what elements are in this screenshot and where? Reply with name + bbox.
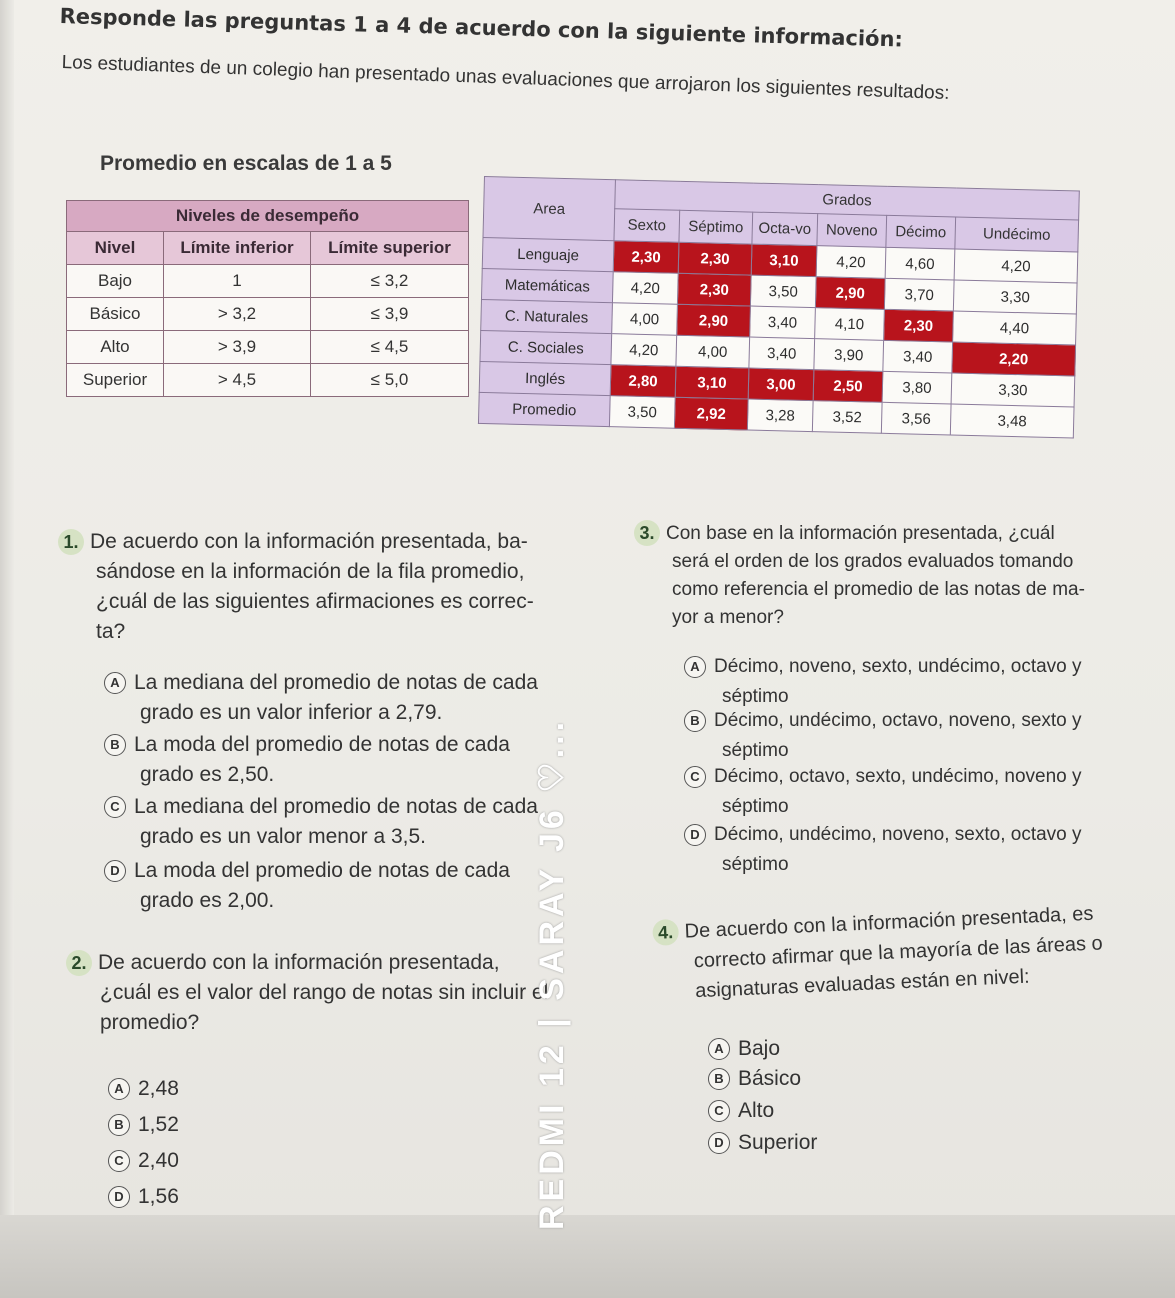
option-d[interactable] bbox=[104, 856, 510, 916]
grade-cell: 2,30 bbox=[884, 309, 954, 342]
question-text: yor a menor? bbox=[672, 607, 784, 628]
levels-header-superior: Límite superior bbox=[311, 232, 469, 265]
option-letter: C bbox=[108, 1150, 130, 1172]
grade-cell: 3,70 bbox=[884, 278, 954, 311]
grade-cell: 4,20 bbox=[816, 246, 886, 279]
question-number: 1. bbox=[58, 529, 84, 555]
option-text: séptimo bbox=[722, 740, 789, 761]
grade-cell: 3,52 bbox=[812, 401, 882, 434]
question-text: correcto afirmar que la mayoría de las áreas o bbox=[693, 932, 1104, 973]
grade-cell: 2,30 bbox=[613, 241, 679, 274]
option-text: Alto bbox=[738, 1099, 775, 1122]
option-text: 2,48 bbox=[138, 1077, 179, 1100]
option-c[interactable] bbox=[104, 792, 538, 852]
option-text: La mediana del promedio de notas de cada bbox=[134, 671, 538, 694]
option-text: séptimo bbox=[722, 686, 789, 707]
option-letter: A bbox=[104, 672, 126, 694]
level-name: Alto bbox=[67, 331, 164, 364]
option-text: La moda del promedio de notas de cada bbox=[134, 733, 510, 756]
grade-cell: 4,40 bbox=[953, 311, 1077, 345]
grade-cell: 3,28 bbox=[747, 399, 813, 432]
option-letter: A bbox=[684, 656, 706, 678]
option-text: séptimo bbox=[722, 854, 789, 875]
option-a[interactable] bbox=[108, 1074, 179, 1104]
levels-header-inferior: Límite inferior bbox=[164, 232, 311, 265]
option-text: La mediana del promedio de notas de cada bbox=[134, 795, 538, 818]
option-letter: B bbox=[108, 1114, 130, 1136]
option-letter: B bbox=[708, 1068, 730, 1090]
option-text: Básico bbox=[738, 1067, 802, 1090]
watermark-text: REDMI 12 | SARAY J6 ♡... bbox=[533, 717, 571, 1230]
grade-cell: 4,20 bbox=[954, 249, 1078, 283]
grade-cell: 2,80 bbox=[610, 365, 676, 398]
question-text: promedio? bbox=[100, 1011, 200, 1034]
question-text: De acuerdo con la información presentada, es bbox=[684, 902, 1094, 943]
grade-cell: 4,20 bbox=[612, 272, 678, 305]
table-row bbox=[67, 364, 469, 397]
option-text: grado es un valor menor a 3,5. bbox=[140, 825, 427, 848]
level-upper: ≤ 5,0 bbox=[311, 364, 469, 397]
option-b[interactable] bbox=[708, 1064, 801, 1094]
grade-header: Sexto bbox=[614, 209, 680, 243]
table-row bbox=[67, 331, 469, 364]
grade-cell: 2,90 bbox=[677, 304, 751, 337]
grade-cell: 3,00 bbox=[748, 368, 814, 401]
option-letter: D bbox=[108, 1186, 130, 1208]
option-letter: D bbox=[104, 860, 126, 882]
question-number: 3. bbox=[634, 520, 660, 546]
option-letter: A bbox=[708, 1038, 730, 1060]
page-bottom-shadow bbox=[0, 1215, 1175, 1298]
option-text: La moda del promedio de notas de cada bbox=[134, 859, 510, 882]
grade-cell: 3,40 bbox=[883, 340, 953, 373]
level-upper: ≤ 4,5 bbox=[311, 331, 469, 364]
option-text: Bajo bbox=[738, 1037, 781, 1060]
option-text: grado es 2,00. bbox=[140, 889, 275, 912]
intro-text: Los estudiantes de un colegio han presentado unas evaluaciones que arrojaron los siguientes resultados: bbox=[61, 52, 950, 104]
question-text: será el orden de los grados evaluados tomando bbox=[672, 551, 1074, 572]
option-text: grado es un valor inferior a 2,79. bbox=[140, 701, 443, 724]
option-letter: D bbox=[708, 1132, 730, 1154]
page-binding-edge bbox=[0, 0, 14, 1298]
level-upper: ≤ 3,9 bbox=[311, 298, 469, 331]
table-row bbox=[67, 298, 469, 331]
question-text: sándose en la información de la fila promedio, bbox=[96, 560, 525, 583]
question-text: De acuerdo con la información presentada, ba- bbox=[90, 530, 528, 553]
option-d[interactable] bbox=[708, 1128, 817, 1158]
question-4 bbox=[652, 898, 1105, 1008]
table-row bbox=[67, 265, 469, 298]
question-2 bbox=[66, 948, 548, 1038]
option-c[interactable] bbox=[708, 1096, 774, 1126]
area-name: C. Sociales bbox=[480, 330, 612, 364]
option-letter: C bbox=[684, 766, 706, 788]
levels-table bbox=[66, 200, 469, 397]
level-name: Superior bbox=[67, 364, 164, 397]
level-lower: 1 bbox=[164, 265, 311, 298]
level-lower: > 3,2 bbox=[164, 298, 311, 331]
question-number: 2. bbox=[66, 950, 92, 976]
question-text: como referencia el promedio de las notas de ma- bbox=[672, 579, 1085, 600]
level-lower: > 3,9 bbox=[164, 331, 311, 364]
grade-cell: 3,90 bbox=[814, 339, 884, 372]
grade-cell: 3,56 bbox=[881, 402, 951, 435]
levels-header-nivel: Nivel bbox=[67, 232, 164, 265]
level-lower: > 4,5 bbox=[164, 364, 311, 397]
grade-cell: 2,50 bbox=[813, 370, 883, 403]
grade-cell: 2,90 bbox=[815, 277, 885, 310]
question-text: Con base en la información presentada, ¿cuál bbox=[666, 523, 1055, 544]
question-text: De acuerdo con la información presentada, bbox=[98, 951, 500, 974]
option-letter: B bbox=[684, 710, 706, 732]
grade-cell: 4,00 bbox=[612, 303, 678, 336]
option-text: Superior bbox=[738, 1131, 818, 1154]
question-text: ¿cuál es el valor del rango de notas sin incluir el bbox=[100, 981, 549, 1004]
grade-cell: 3,40 bbox=[750, 306, 816, 339]
option-c[interactable] bbox=[108, 1146, 179, 1176]
option-text: 1,56 bbox=[138, 1185, 179, 1208]
area-name: Lenguaje bbox=[482, 237, 614, 271]
option-text: Décimo, undécimo, octavo, noveno, sexto y bbox=[714, 710, 1082, 731]
grade-cell: 3,50 bbox=[609, 396, 675, 429]
grade-cell: 4,60 bbox=[885, 247, 955, 280]
option-letter: C bbox=[104, 796, 126, 818]
grade-header: Séptimo bbox=[679, 210, 753, 244]
grade-cell: 3,30 bbox=[953, 280, 1077, 314]
grade-cell: 3,48 bbox=[950, 404, 1074, 438]
option-letter: B bbox=[104, 734, 126, 756]
grade-cell: 2,30 bbox=[677, 273, 751, 306]
question-text: ¿cuál de las siguientes afirmaciones es correc- bbox=[96, 590, 534, 613]
option-a[interactable] bbox=[708, 1034, 780, 1064]
option-a[interactable] bbox=[104, 668, 538, 728]
option-d[interactable] bbox=[108, 1182, 179, 1212]
grade-cell: 3,80 bbox=[882, 371, 952, 404]
question-text: ta? bbox=[96, 620, 126, 643]
grade-cell: 4,20 bbox=[611, 334, 677, 367]
grade-header: Noveno bbox=[817, 214, 887, 248]
instructions-heading: Responde las preguntas 1 a 4 de acuerdo con la siguiente información: bbox=[59, 4, 904, 52]
option-text: 1,52 bbox=[138, 1113, 179, 1136]
question-text: asignaturas evaluadas están en nivel: bbox=[694, 965, 1031, 1003]
option-b[interactable] bbox=[684, 706, 1082, 766]
grade-cell: 3,40 bbox=[749, 337, 815, 370]
option-letter: D bbox=[684, 824, 706, 846]
question-3 bbox=[634, 520, 1085, 632]
grades-header-group: Grados bbox=[615, 180, 1080, 220]
grade-header: Décimo bbox=[886, 215, 956, 249]
grade-header: Undécimo bbox=[955, 217, 1079, 252]
area-name: Matemáticas bbox=[481, 268, 613, 302]
option-b[interactable] bbox=[108, 1110, 179, 1140]
level-name: Básico bbox=[67, 298, 164, 331]
grade-cell: 4,00 bbox=[676, 335, 750, 368]
option-text: Décimo, octavo, sexto, undécimo, noveno y bbox=[714, 766, 1082, 787]
question-1 bbox=[58, 527, 534, 647]
option-text: séptimo bbox=[722, 796, 789, 817]
question-number: 4. bbox=[652, 919, 679, 946]
option-text: 2,40 bbox=[138, 1149, 179, 1172]
grade-cell: 2,20 bbox=[952, 342, 1076, 376]
option-c[interactable] bbox=[684, 762, 1082, 822]
area-name: C. Naturales bbox=[481, 299, 613, 333]
option-b[interactable] bbox=[104, 730, 510, 790]
area-name: Promedio bbox=[478, 392, 610, 426]
level-upper: ≤ 3,2 bbox=[311, 265, 469, 298]
option-text: Décimo, noveno, sexto, undécimo, octavo y bbox=[714, 656, 1082, 677]
grade-cell: 3,10 bbox=[751, 244, 817, 277]
grade-cell: 3,50 bbox=[750, 275, 816, 308]
grade-cell: 3,30 bbox=[951, 373, 1075, 407]
grade-cell: 2,92 bbox=[674, 397, 748, 430]
level-name: Bajo bbox=[67, 265, 164, 298]
option-letter: C bbox=[708, 1100, 730, 1122]
option-a[interactable] bbox=[684, 652, 1082, 712]
option-d[interactable] bbox=[684, 820, 1082, 880]
grade-cell: 2,30 bbox=[678, 242, 752, 275]
grade-cell: 4,10 bbox=[815, 308, 885, 341]
grades-header-area: Area bbox=[483, 177, 615, 241]
levels-banner: Niveles de desempeño bbox=[67, 201, 469, 232]
option-text: grado es 2,50. bbox=[140, 763, 275, 786]
scale-subtitle: Promedio en escalas de 1 a 5 bbox=[100, 152, 392, 175]
grade-header: Octa-vo bbox=[752, 212, 818, 246]
area-name: Inglés bbox=[479, 361, 611, 395]
grade-cell: 3,10 bbox=[675, 366, 749, 399]
option-letter: A bbox=[108, 1078, 130, 1100]
option-text: Décimo, undécimo, noveno, sexto, octavo y bbox=[714, 824, 1082, 845]
